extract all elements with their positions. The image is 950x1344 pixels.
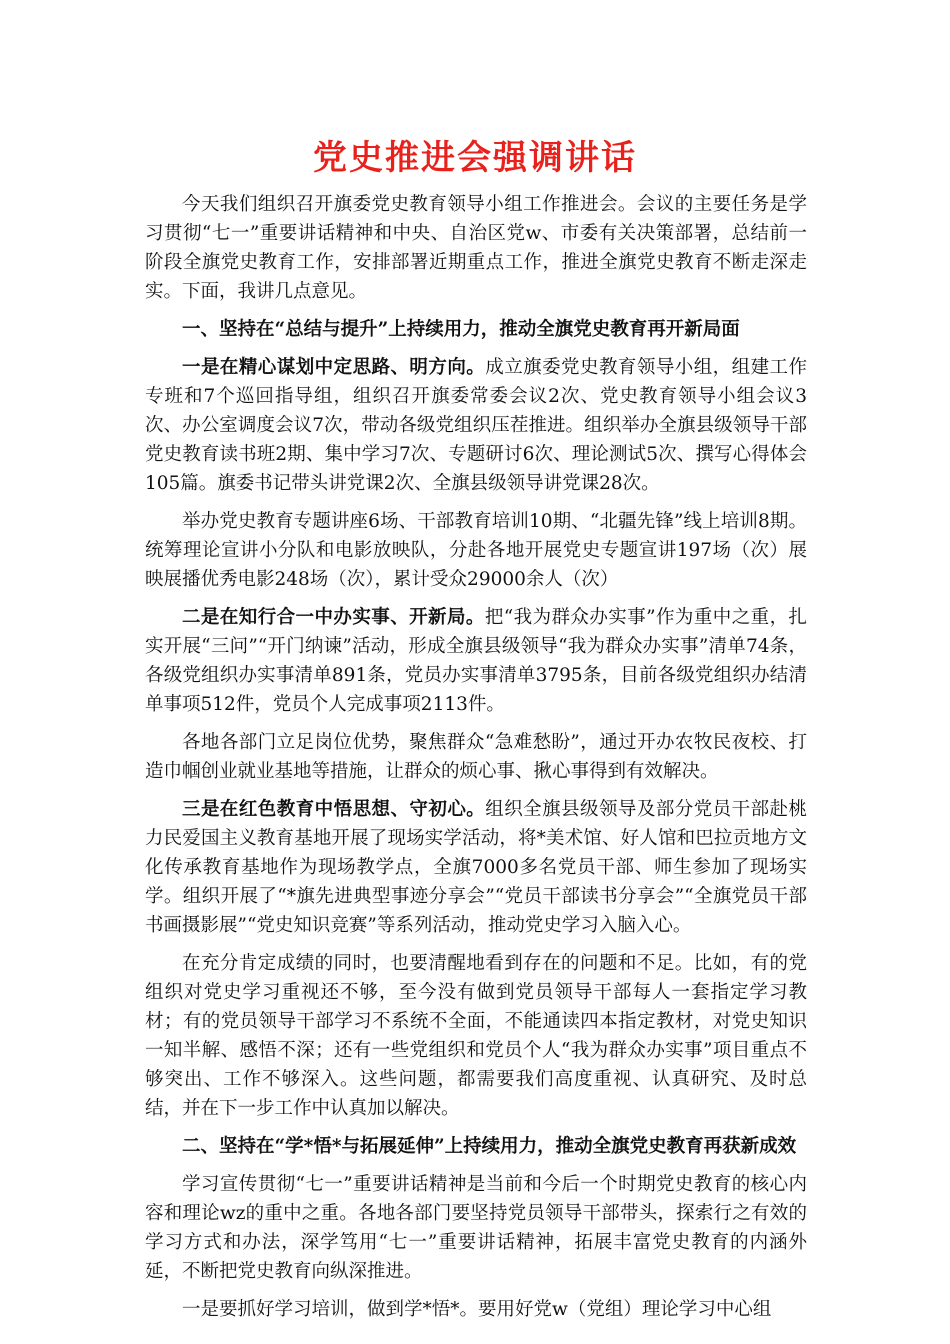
paragraph-lectures: 举办党史教育专题讲座6场、干部教育培训10期、“北疆先锋”线上培训8期。统筹理论宣讲小分队和电影放映队，分赴各地开展党史专题宣讲197场（次）展映展播优秀电影248场（次），累计受众29000余人（次） — [145, 511, 807, 590]
paragraph-practical — [145, 603, 807, 719]
document-body — [145, 190, 807, 1324]
intro-paragraph: 今天我们组织召开旗委党史教育领导小组工作推进会。会议的主要任务是学习贯彻“七一”重要讲话精神和中央、自治区党w、市委有关决策部署，总结前一阶段全旗党史教育工作，安排部署近期重点工作，推进全旗党史教育不断走深走实。下面，我讲几点意见。 — [145, 194, 807, 302]
paragraph-red-education — [145, 795, 807, 940]
paragraph-lead: 一是在精心谋划中定思路、明方向。 — [182, 357, 486, 378]
paragraph-planning — [145, 353, 807, 498]
section-heading-2: 二、坚持在“学*悟*与拓展延伸”上持续用力，推动全旗党史教育再获新成效 — [182, 1136, 797, 1157]
section-heading-1: 一、坚持在“总结与提升”上持续用力，推动全旗党史教育再开新局面 — [182, 319, 740, 340]
document-title: 党史推进会强调讲话 — [313, 138, 637, 178]
paragraph-study: 学习宣传贯彻“七一”重要讲话精神是当前和今后一个时期党史教育的核心内容和理论wz的重中之重。各地各部门要坚持党员领导干部带头，探索行之有效的学习方式和办法，深学笃用“七一”重要讲话精神，拓展丰富党史教育的内涵外延，不断把党史教育向纵深推进。 — [145, 1174, 807, 1282]
paragraph-departments: 各地各部门立足岗位优势，聚焦群众“急难愁盼”，通过开办农牧民夜校、打造巾帼创业就业基地等措施，让群众的烦心事、揪心事得到有效解决。 — [145, 732, 807, 782]
paragraph-text: 成立旗委党史教育领导小组，组建工作专班和7个巡回指导组，组织召开旗委常委会议2次、党史教育领导小组会议3次、办公室调度会议7次，带动各级党组织压茬推进。组织举办全旗县级领导干部党史教育读书班2期、集中学习7次、专题研讨6次、理论测试5次、撰写心得体会105篇。旗委书记带头讲党课2次、全旗县级领导讲党课28次。 — [145, 357, 807, 494]
paragraph-training: 一是要抓好学习培训，做到学*悟*。要用好党w（党组）理论学习中心组 — [182, 1299, 772, 1320]
paragraph-lead: 三是在红色教育中悟思想、守初心。 — [182, 799, 486, 820]
paragraph-text: 把“我为群众办实事”作为重中之重，扎实开展“三问”“开门纳谏”活动，形成全旗县级领导“我为群众办实事”清单74条，各级党组织办实事清单891条，党员办实事清单3795条，目前各级党组织办结清单事项512件，党员个人完成事项2113件。 — [145, 607, 807, 715]
paragraph-text: 组织全旗县级领导及部分党员干部赴桃力民爱国主义教育基地开展了现场实学活动，将*美术馆、好人馆和巴拉贡地方文化传承教育基地作为现场教学点，全旗7000多名党员干部、师生参加了现场实学。组织开展了“*旗先进典型事迹分享会”“党员干部读书分享会”“全旗党员干部书画摄影展”“党史知识竞赛”等系列活动，推动党史学习入脑入心。 — [145, 799, 807, 936]
paragraph-problems: 在充分肯定成绩的同时，也要清醒地看到存在的问题和不足。比如，有的党组织对党史学习重视还不够，至今没有做到党员领导干部每人一套指定学习教材；有的党员领导干部学习不系统不全面，不能通读四本指定教材，对党史知识一知半解、感悟不深；还有一些党组织和党员个人“我为群众办实事”项目重点不够突出、工作不够深入。这些问题，都需要我们高度重视、认真研究、及时总结，并在下一步工作中认真加以解决。 — [145, 953, 807, 1119]
paragraph-lead: 二是在知行合一中办实事、开新局。 — [182, 607, 485, 628]
